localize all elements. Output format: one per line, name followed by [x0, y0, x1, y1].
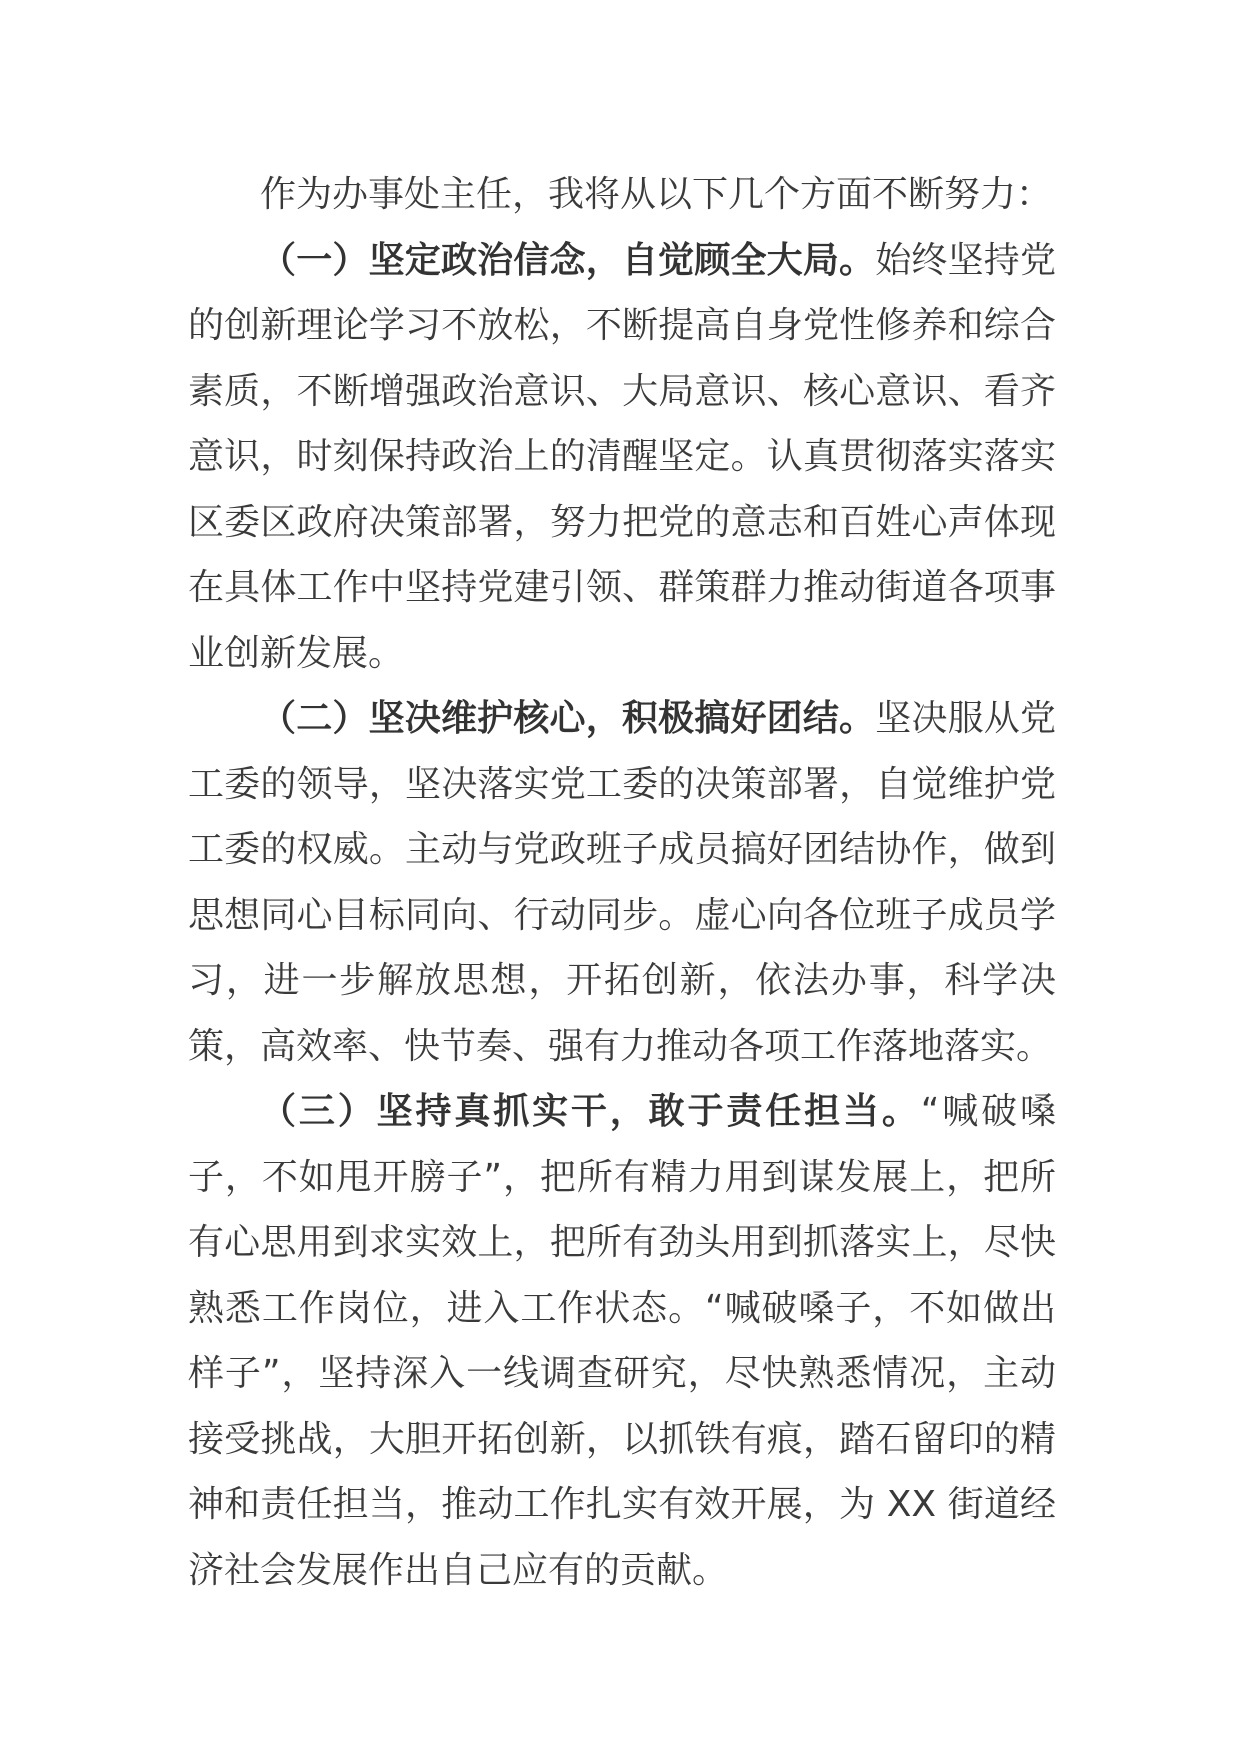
section-1-paragraph	[188, 228, 1056, 687]
section-1-heading: （一）坚定政治信念，自觉顾全大局。	[260, 239, 876, 281]
section-3-paragraph	[188, 1079, 1056, 1603]
section-2-body: 坚决服从党工委的领导，坚决落实党工委的决策部署，自觉维护党工委的权威。主动与党政班子成员搞好团结协作，做到思想同心目标同向、行动同步。虚心向各位班子成员学习，进一步解放思想，开拓创新，依法办事，科学决策，高效率、快节奏、强有力推动各项工作落地落实。	[188, 698, 1056, 1067]
document-page	[188, 162, 1056, 1603]
section-3-body: “喊破嗓子，不如甩开膀子”，把所有精力用到谋发展上，把所有心思用到求实效上，把所有劲头用到抓落实上，尽快熟悉工作岗位，进入工作状态。“喊破嗓子，不如做出样子”，坚持深入一线调查研究，尽快熟悉情况，主动接受挑战，大胆开拓创新，以抓铁有痕，踏石留印的精神和责任担当，推动工作扎实有效开展，为 XX 街道经济社会发展作出自己应有的贡献。	[188, 1091, 1056, 1591]
section-2-paragraph	[188, 686, 1056, 1079]
section-1-body: 始终坚持党的创新理论学习不放松，不断提高自身党性修养和综合素质，不断增强政治意识、大局意识、核心意识、看齐意识，时刻保持政治上的清醒坚定。认真贯彻落实落实区委区政府决策部署，努力把党的意志和百姓心声体现在具体工作中坚持党建引领、群策群力推动街道各项事业创新发展。	[188, 239, 1056, 674]
intro-paragraph: 作为办事处主任，我将从以下几个方面不断努力：	[260, 174, 1053, 215]
section-2-heading: （二）坚决维护核心，积极搞好团结。	[260, 698, 876, 739]
section-3-heading: （三）坚持真抓实干，敢于责任担当。	[260, 1091, 921, 1132]
